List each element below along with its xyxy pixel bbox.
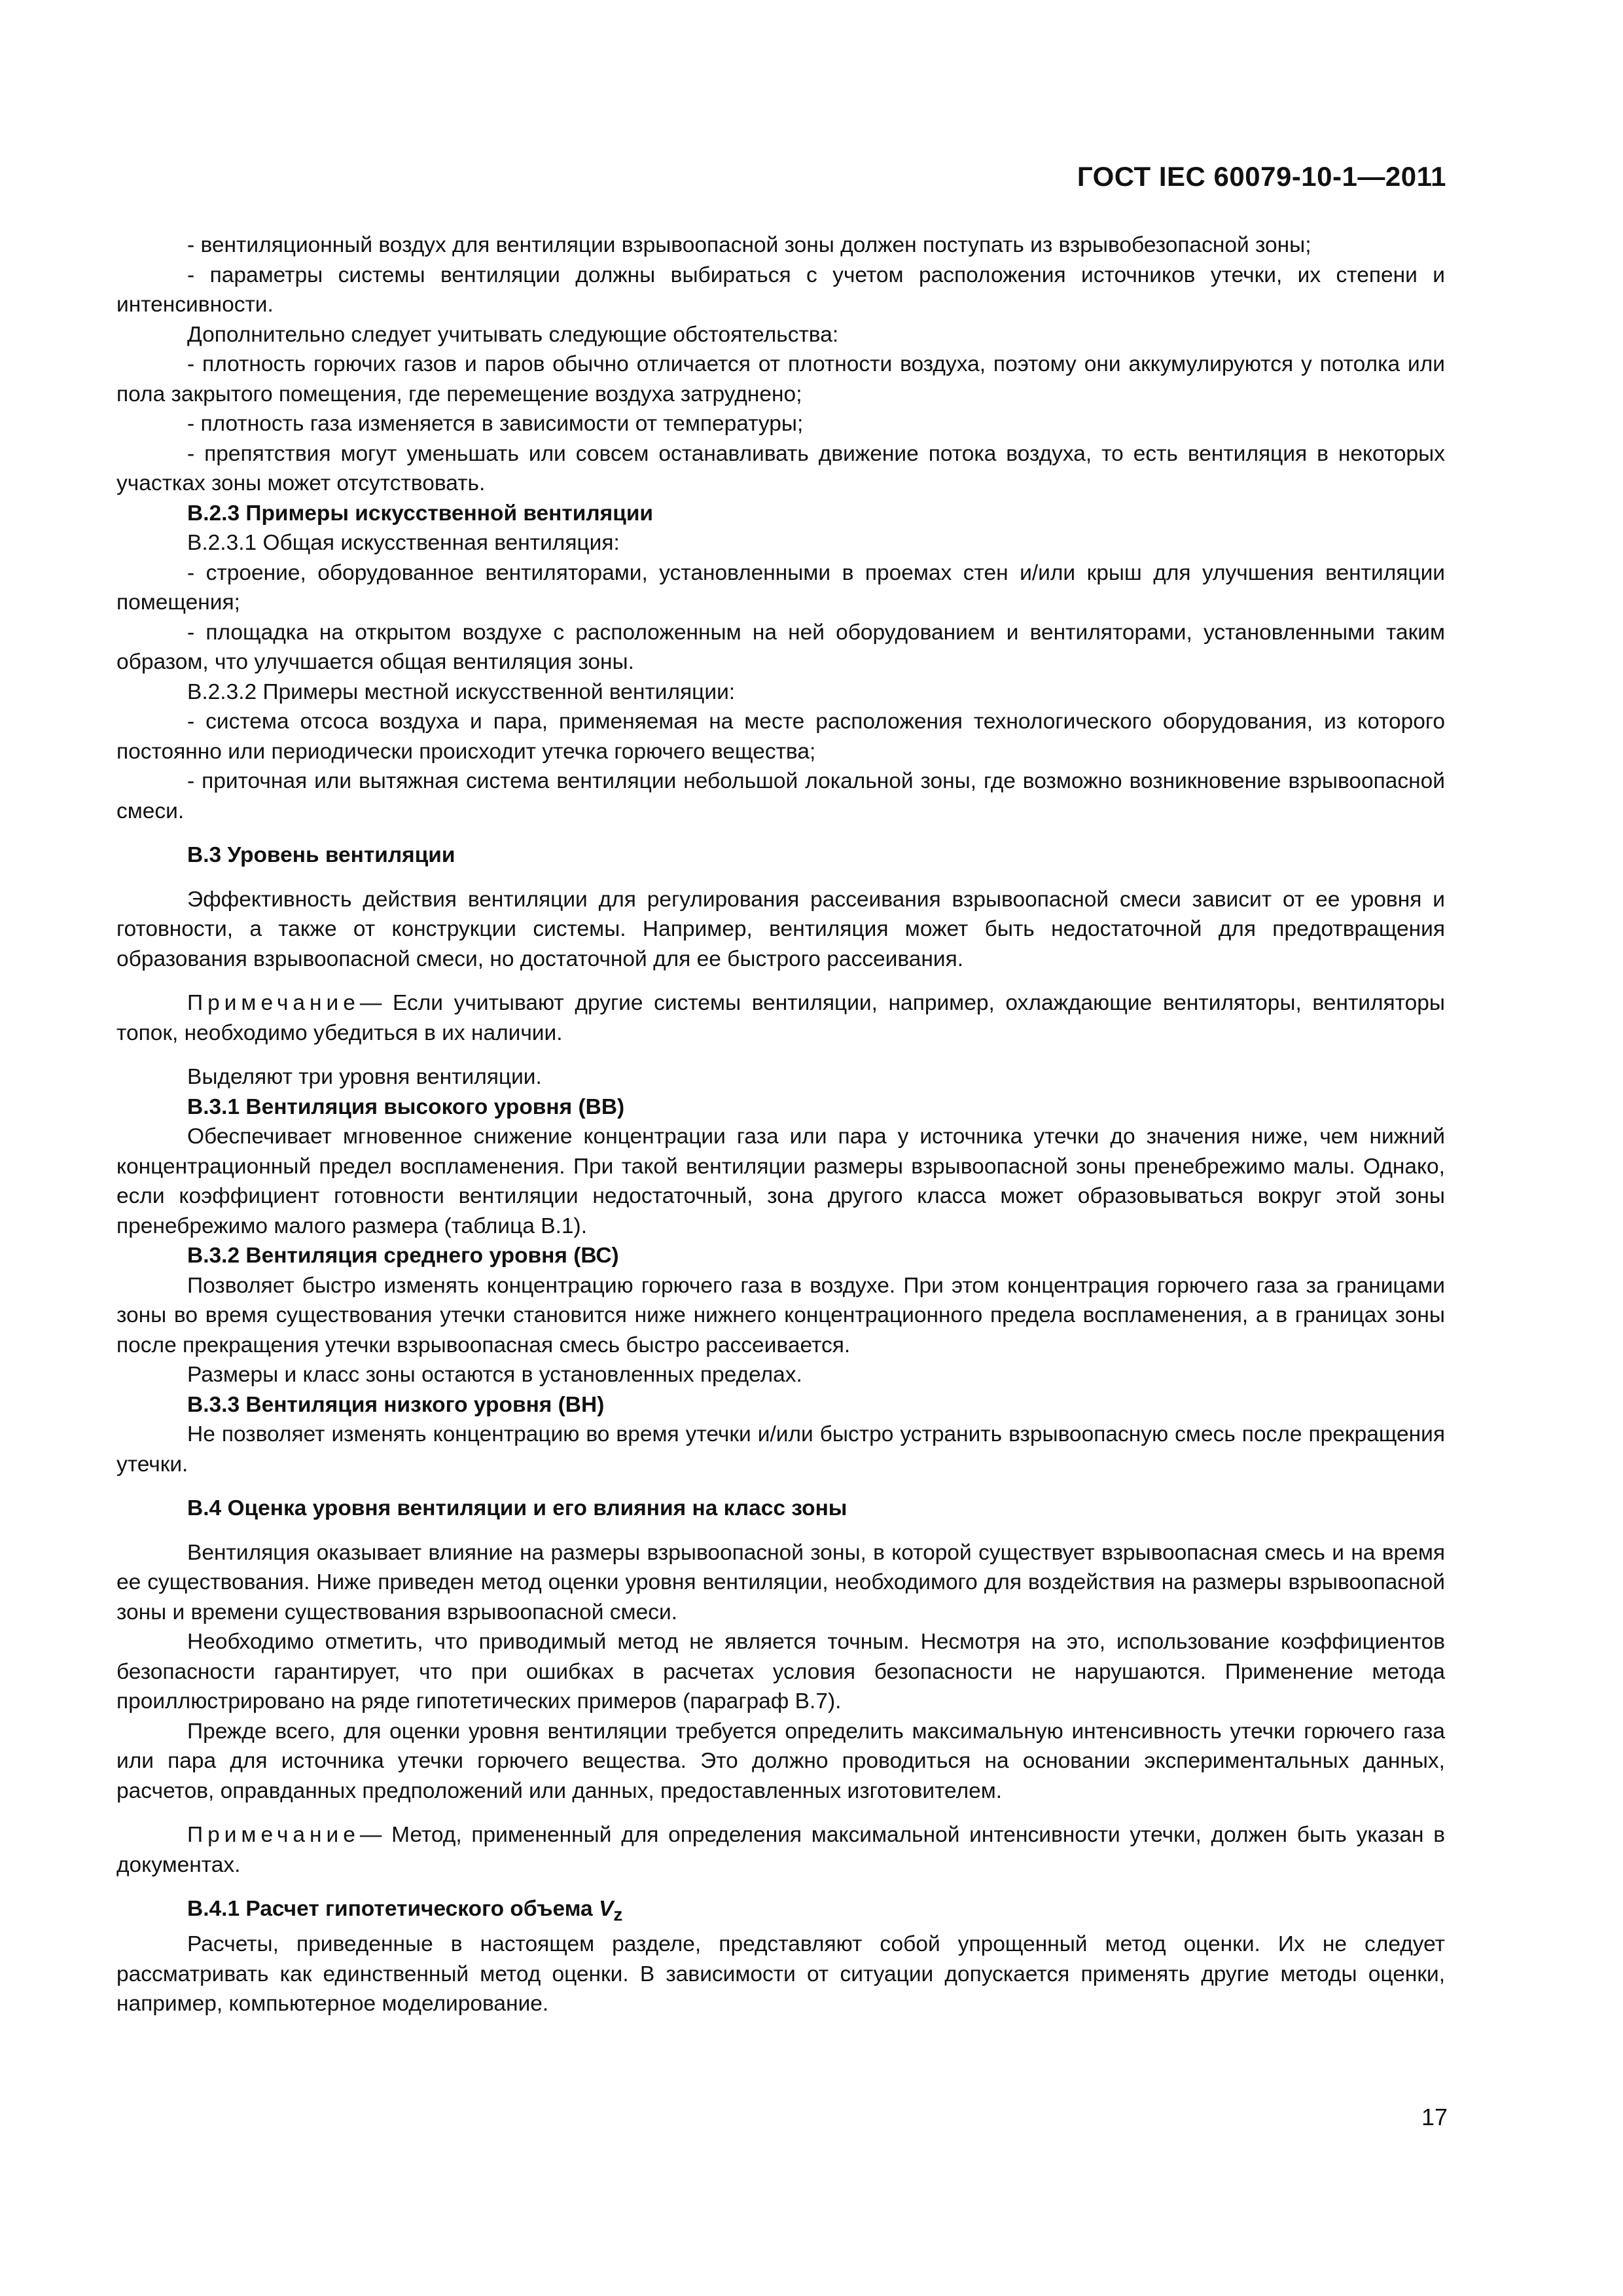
paragraph: Размеры и класс зоны остаются в установленных пределах. bbox=[187, 1363, 802, 1387]
paragraph: Расчеты, приведенные в настоящем разделе, представляют собой упрощенный метод оценки. Их не следует рассматривать как единственный метод оценки. В зависимости от ситуации допускается применять другие методы оценки, например, компьютерное моделирование. bbox=[116, 1932, 1445, 2017]
note-text: — Если учитывают другие системы вентиляции, например, охлаждающие вентиляторы, вентиляторы топок, необходимо убедиться в их наличии. bbox=[116, 991, 1445, 1045]
paragraph: - параметры системы вентиляции должны выбираться с учетом расположения источников утечки, их степени и интенсивности. bbox=[116, 262, 1445, 317]
paragraph: Позволяет быстро изменять концентрацию горючего газа в воздухе. При этом концентрация горючего газа за границами зоны во время существования утечки становится ниже нижнего концентрационного предела воспламенения, а в границах зоны после прекращения утечки взрывоопасная смесь быстро рассеивается. bbox=[116, 1273, 1445, 1357]
document-body bbox=[116, 230, 1445, 2019]
paragraph: - строение, оборудованное вентиляторами, установленными в проемах стен и/или крыш для улучшения вентиляции помещения; bbox=[116, 560, 1445, 615]
page-number: 17 bbox=[1421, 2104, 1448, 2130]
paragraph: В.2.3.1 Общая искусственная вентиляция: bbox=[187, 531, 620, 555]
paragraph: - препятствия могут уменьшать или совсем останавливать движение потока воздуха, то есть вентиляция в некоторых участках зоны может отсутствовать. bbox=[116, 441, 1445, 495]
paragraph: - площадка на открытом воздухе с расположенным на ней оборудованием и вентиляторами, установленными таким образом, что улучшается общая вентиляция зоны. bbox=[116, 620, 1445, 674]
section-heading-b31: В.3.1 Вентиляция высокого уровня (ВВ) bbox=[187, 1094, 625, 1119]
paragraph: Эффективность действия вентиляции для регулирования рассеивания взрывоопасной смеси зависит от ее уровня и готовности, а также от конструкции системы. Например, вентиляция может быть недостаточной для предотвращения образования взрывоопасной смеси, но достаточной для ее быстрого рассеивания. bbox=[116, 887, 1445, 971]
section-heading-b3: В.3 Уровень вентиляции bbox=[187, 843, 455, 867]
section-heading-b4: В.4 Оценка уровня вентиляции и его влияния на класс зоны bbox=[187, 1496, 847, 1520]
paragraph: Выделяют три уровня вентиляции. bbox=[187, 1065, 542, 1089]
section-heading-b33: В.3.3 Вентиляция низкого уровня (ВН) bbox=[187, 1392, 605, 1417]
paragraph: Прежде всего, для оценки уровня вентиляции требуется определить максимальную интенсивность утечки горючего газа или пара для источника утечки горючего вещества. Это должно проводиться на основании экспериментальных данных, расчетов, оправданных предположений или данных, предоставленных изготовителем. bbox=[116, 1719, 1445, 1803]
paragraph: В.2.3.2 Примеры местной искусственной вентиляции: bbox=[187, 679, 736, 704]
document-header: ГОСТ IEC 60079-10-1—2011 bbox=[1077, 161, 1446, 192]
section-heading-b23: В.2.3 Примеры искусственной вентиляции bbox=[187, 501, 654, 526]
paragraph: - вентиляционный воздух для вентиляции взрывоопасной зоны должен поступать из взрывобезопасной зоны; bbox=[187, 233, 1311, 257]
note bbox=[116, 1820, 1445, 1880]
paragraph: - система отсоса воздуха и пара, применяемая на месте расположения технологического оборудования, из которого постоянно или периодически происходит утечка горючего вещества; bbox=[116, 709, 1445, 764]
note-label: Примечание bbox=[187, 991, 360, 1015]
section-heading-b41 bbox=[116, 1894, 1445, 1929]
paragraph: Дополнительно следует учитывать следующие обстоятельства: bbox=[187, 322, 839, 347]
paragraph: - плотность горючих газов и паров обычно отличается от плотности воздуха, поэтому они аккумулируются у потолка или пола закрытого помещения, где перемещение воздуха затруднено; bbox=[116, 352, 1445, 406]
variable-v: V bbox=[598, 1897, 614, 1921]
paragraph: Вентиляция оказывает влияние на размеры взрывоопасной зоны, в которой существует взрывоопасная смесь и на время ее существования. Ниже приведен метод оценки уровня вентиляции, необходимого для воздействия на размеры взрывоопасной зоны и времени существования взрывоопасной смеси. bbox=[116, 1540, 1445, 1624]
paragraph: - плотность газа изменяется в зависимости от температуры; bbox=[187, 412, 804, 436]
note bbox=[116, 988, 1445, 1048]
section-heading-b32: В.3.2 Вентиляция среднего уровня (ВС) bbox=[187, 1244, 619, 1268]
note-text: — Метод, примененный для определения максимальной интенсивности утечки, должен быть указан в документах. bbox=[116, 1823, 1445, 1877]
note-label: Примечание bbox=[187, 1823, 360, 1847]
heading-text: В.4.1 Расчет гипотетического объема bbox=[187, 1897, 599, 1921]
paragraph: Не позволяет изменять концентрацию во время утечки и/или быстро устранить взрывоопасную смесь после прекращения утечки. bbox=[116, 1422, 1445, 1477]
variable-subscript: z bbox=[613, 1904, 623, 1925]
paragraph: Необходимо отметить, что приводимый метод не является точным. Несмотря на это, использование коэффициентов безопасности гарантирует, что при ошибках в расчетах условия безопасности не нарушаются. Применение метода проиллюстрировано на ряде гипотетических примеров (параграф В.7). bbox=[116, 1630, 1445, 1713]
paragraph: - приточная или вытяжная система вентиляции небольшой локальной зоны, где возможно возникновение взрывоопасной смеси. bbox=[116, 769, 1445, 823]
paragraph: Обеспечивает мгновенное снижение концентрации газа или пара у источника утечки до значения ниже, чем нижний концентрационный предел воспламенения. При такой вентиляции размеры взрывоопасной зоны пренебрежимо малы. Однако, если коэффициент готовности вентиляции недостаточный, зона другого класса может образовываться вокруг этой зоны пренебрежимо малого размера (таблица В.1). bbox=[116, 1124, 1445, 1238]
